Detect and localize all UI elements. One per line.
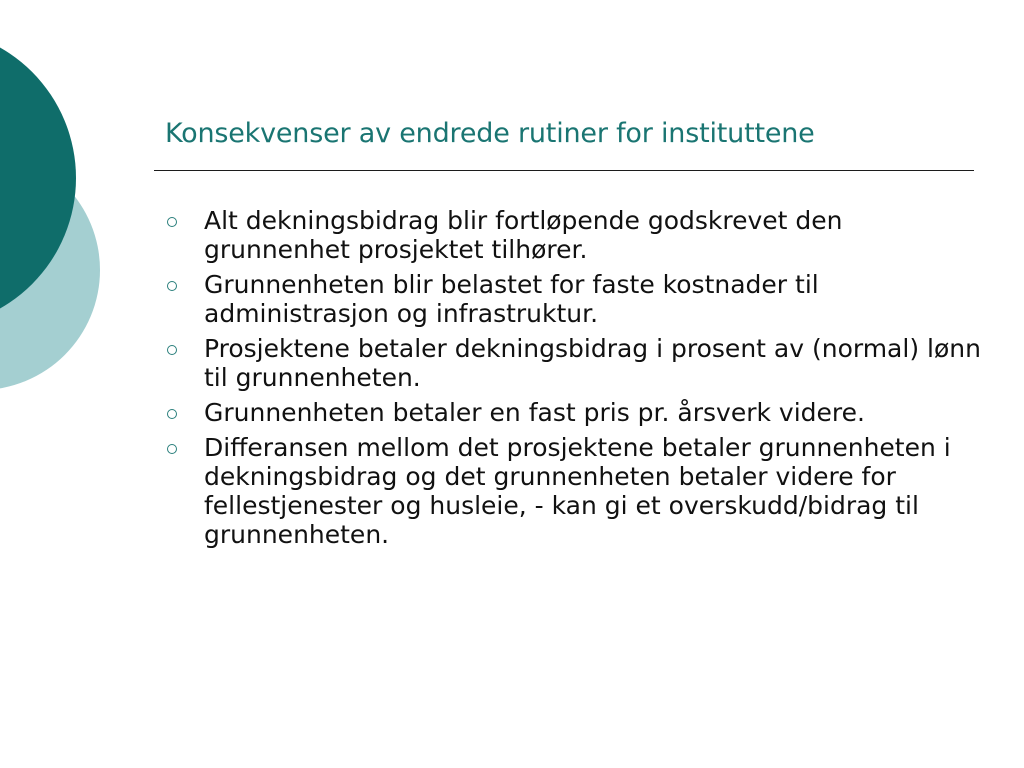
bullet-text: Grunnenheten blir belastet for faste kostnader til administrasjon og infrastruktur. (204, 270, 819, 328)
bullet-item (162, 270, 982, 328)
bullet-text: Prosjektene betaler dekningsbidrag i prosent av (normal) lønn til grunnenheten. (204, 334, 981, 392)
hollow-circle-icon (167, 217, 177, 227)
hollow-circle-icon (167, 409, 177, 419)
bullet-list (162, 206, 982, 555)
bullet-item (162, 433, 982, 549)
bullet-text: Differansen mellom det prosjektene betaler grunnenheten i dekningsbidrag og det grunnenheten betaler videre for fellestjenester og husleie, - kan gi et overskudd/bidrag til grunnenheten. (204, 433, 951, 549)
hollow-circle-icon (167, 281, 177, 291)
bullet-text: Grunnenheten betaler en fast pris pr. årsverk videre. (204, 398, 865, 427)
title-divider (154, 170, 974, 171)
bullet-item (162, 398, 982, 427)
slide-title: Konsekvenser av endrede rutiner for instituttene (165, 118, 815, 149)
hollow-circle-icon (167, 444, 177, 454)
hollow-circle-icon (167, 345, 177, 355)
bullet-text: Alt dekningsbidrag blir fortløpende godskrevet den grunnenhet prosjektet tilhører. (204, 206, 843, 264)
bullet-item (162, 334, 982, 392)
bullet-item (162, 206, 982, 264)
